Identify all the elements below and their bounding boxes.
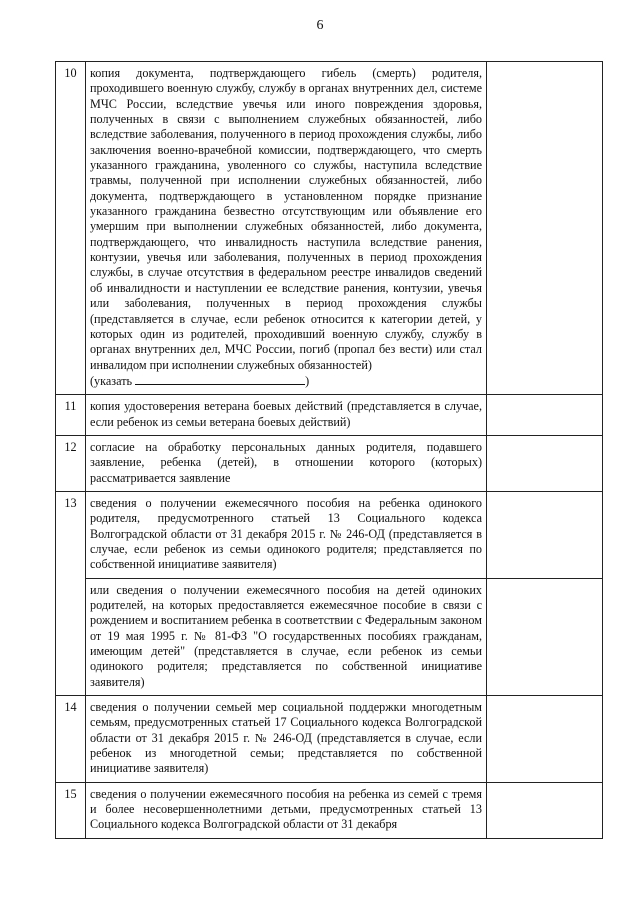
table-row [56, 435, 603, 491]
table-row [56, 782, 603, 838]
table-row [56, 491, 603, 578]
row-number: 12 [56, 435, 86, 491]
row-alt-description: или сведения о получении ежемесячного пособия на детей одиноких родителей, на которых предоставляется ежемесячное пособие в связи с рождением и воспитанием ребенка в соответствии с Федеральным законом от 19 мая 1995 г. № 81-ФЗ "О государственных пособиях гражданам, имеющим детей" (представляется в случае, если ребенок из семьи одинокого родителя; представляется по собственной инициативе заявителя) [86, 578, 487, 695]
row-number: 11 [56, 395, 86, 436]
row-description: сведения о получении ежемесячного пособия на ребенка одинокого родителя, предусмотренного статьей 13 Социального кодекса Волгоградской области от 31 декабря 2015 г. № 246-ОД (представляется в случае, если ребенок из семьи одинокого родителя; представляется по собственной инициативе заявителя) [86, 491, 487, 578]
table-row [56, 62, 603, 395]
row-description [86, 62, 487, 395]
row-number: 14 [56, 696, 86, 783]
row-description: копия удостоверения ветерана боевых действий (представляется в случае, если ребенок из семьи ветерана боевых действий) [86, 395, 487, 436]
documents-table [55, 61, 603, 839]
specify-end: ) [305, 373, 310, 388]
table-row [56, 696, 603, 783]
row-mark-cell[interactable] [487, 578, 603, 695]
row-mark-cell[interactable] [487, 395, 603, 436]
specify-blank-line [135, 373, 305, 385]
row-mark-cell[interactable] [487, 435, 603, 491]
row-mark-cell[interactable] [487, 782, 603, 838]
specify-label: (указать [90, 373, 133, 388]
table-row [56, 395, 603, 436]
row-mark-cell[interactable] [487, 696, 603, 783]
row-mark-cell[interactable] [487, 62, 603, 395]
row-number: 15 [56, 782, 86, 838]
row-description: сведения о получении ежемесячного пособия на ребенка из семей с тремя и более несовершеннолетними детьми, предусмотренных статьей 13 Социального кодекса Волгоградской области от 31 декабря [86, 782, 487, 838]
page-number: 6 [316, 18, 324, 33]
row-description: сведения о получении семьей мер социальной поддержки многодетным семьям, предусмотренных статьей 17 Социального кодекса Волгоградской области от 31 декабря 2015 г. № 246-ОД (представляется в случае, если ребенок из многодетной семьи; представляется по собственной инициативе заявителя) [86, 696, 487, 783]
table-row [56, 578, 603, 695]
row-mark-cell[interactable] [487, 491, 603, 578]
row-description: согласие на обработку персональных данных родителя, подавшего заявление, ребенка (детей), в отношении которого (которых) рассматривается заявление [86, 435, 487, 491]
row-text: копия документа, подтверждающего гибель (смерть) родителя, проходившего военную службу, службу в органах внутренних дел, системе МЧС России, вследствие увечья или иного повреждения здоровья, полученных в связи с выполнением служебных обязанностей, либо вследствие заболевания, полученного в период прохождения службы, либо заключения военно-врачебной комиссии, подтверждающего, что смерть указанного гражданина, уволенного со службы, наступила вследствие травмы, полученной при исполнении служебных обязанностей, либо документа, подтверждающего в установленном порядке признание указанного гражданина безвестно отсутствующим или объявление его умершим при выполнении служебных обязанностей, либо документа, подтверждающего, что инвалидность наступила вследствие ранения, контузии, увечья или заболевания, полученных в период прохождения службы, в случае отсутствия в федеральном реестре инвалидов сведений об инвалидности и наступлении ее вследствие ранения, контузии, увечья или заболевания, полученных в период прохождения службы (представляется в случае, если ребенок относится к категории детей, у которых один из родителей, проходивший военную службу, службу в органах внутренних дел, МЧС России, погиб (пропал без вести) или стал инвалидом при исполнении служебных обязанностей) [90, 66, 482, 372]
row-number: 13 [56, 491, 86, 695]
row-number: 10 [56, 62, 86, 395]
